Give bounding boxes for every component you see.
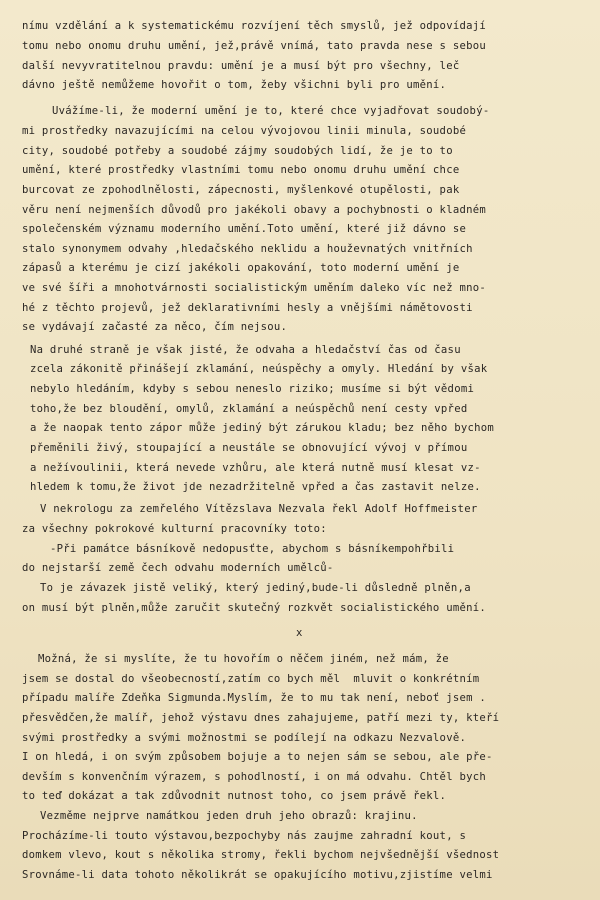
text-line-3: další nevyvratitelnou pravdu: umění je a musí být pro všechny, leč — [22, 60, 460, 72]
text-line-30: on musí být plněn,může zaručit skutečný rozkvět socialistického umění. — [22, 601, 486, 614]
text-line-7: city, soudobé potřeby a soudobé zájmy soudobých lidí, že je to to — [22, 144, 453, 157]
text-line-36: svými prostředky a svými možnostmi se podílejí na odkazu Nezvalově. — [22, 731, 467, 744]
text-line-9: burcovat ze zpohodlnělosti, zápecnosti, myšlenkové otupělosti, pak — [22, 183, 460, 196]
text-line-38: devším s konvenčním výrazem, s pohodlností, i on má odvahu. Chtěl bych — [22, 770, 486, 783]
text-line-10: věru není nejmenších důvodů pro jakékoli obavy a pochybnosti o kladném — [22, 203, 486, 216]
text-line-13: zápasů a kterému je cizí jakékoli opakování, toto moderní umění je — [22, 262, 460, 275]
text-line-29: To je závazek jistě veliký, který jediný,bude-li důsledně plněn,a — [40, 582, 471, 594]
text-line-6: mi prostředky navazujícími na celou vývojovou linii minula, soudobé — [22, 124, 467, 137]
text-line-40: Vezměme nejprve namátkou jeden druh jeho obrazů: krajinu. — [40, 810, 418, 823]
text-line-21: a že naopak tento zápor může jediný být zárukou kladu; bez něho bychom — [30, 422, 494, 435]
text-line-14: ve své šíři a mnohotvárnosti socialistickým uměním daleko víc než mno- — [22, 282, 486, 295]
text-line-1: nímu vzdělání a k systematickému rozvíjení těch smyslů, jež odpovídají — [22, 19, 486, 32]
text-line-18: zcela zákonitě přinášejí zklamání, neúspěchy a omyly. Hledání by však — [30, 363, 488, 376]
text-line-43: Srovnáme-li data tohoto několikrát se opakujícího motivu,zjistíme velmi — [22, 869, 493, 881]
text-line-16: se vydávají začasté za něco, čím nejsou. — [22, 321, 288, 334]
text-line-5: Uvážíme-li, že moderní umění je to, které chce vyjadřovat soudobý- — [52, 105, 490, 118]
text-line-22: přeměnili živý, stoupající a neustále se obnovující vývoj v přímou — [30, 441, 468, 454]
text-line-41: Procházíme-li touto výstavou,bezpochyby nás zaujme zahradní kout, s — [22, 829, 467, 842]
text-line-19: nebylo hledáním, kdyby s sebou neneslo riziko; musíme si být vědomi — [30, 382, 475, 395]
text-line-28: do nejstarší země čech odvahu moderních umělců- — [22, 562, 334, 575]
text-line-15: hé z těchto projevů, jež deklarativními hesly a vnějšími námětovosti — [22, 301, 473, 314]
text-line-34: případu malíře Zdeňka Sigmunda.Myslím, že to mu tak není, neboť jsem . — [22, 692, 486, 705]
text-line-37: I on hledá, i on svým způsobem bojuje a to nejen sám se sebou, ale pře- — [22, 751, 493, 764]
text-line-24: hledem k tomu,že život jde nezadržitelně vpřed a čas zastavit nelze. — [30, 481, 481, 494]
text-line-42: domkem vlevo, kout s několika stromy, řekli bychom nejvšednější všednost — [22, 849, 500, 862]
section-separator: x — [296, 627, 303, 640]
text-line-8: umění, které prostředky vlastními tomu nebo onomu druhu umění chce — [22, 164, 460, 177]
text-line-32: Možná, že si myslíte, že tu hovořím o něčem jiném, než mám, že — [38, 652, 449, 665]
text-line-23: a nežívoulinii, která nevede vzhůru, ale která nutně musí klesat vz- — [30, 461, 481, 474]
text-line-20: toho,že bez bloudění, omylů, zklamání a neúspěchů není cesty vpřed — [30, 402, 468, 415]
text-line-35: přesvědčen,že malíř, jehož výstavu dnes zahajujeme, patří mezi ty, kteří — [22, 711, 500, 724]
text-line-12: stalo synonymem odvahy ,hledačského neklidu a houževnatých vnitřních — [22, 242, 473, 255]
text-line-26: za všechny pokrokové kulturní pracovníky toto: — [22, 523, 327, 535]
text-line-33: jsem se dostal do všeobecností,zatím co bych měl mluvit o konkrétním — [22, 672, 480, 685]
text-line-17: Na druhé straně je však jisté, že odvaha a hledačství čas od času — [30, 343, 461, 356]
text-line-25: V nekrologu za zemřelého Vítězslava Nezvala řekl Adolf Hoffmeister — [40, 503, 478, 516]
text-line-39: to teď dokázat a tak zdůvodnit nutnost toho, co jsem právě řekl. — [22, 790, 447, 803]
text-line-2: tomu nebo onomu druhu umění, jež,právě vnímá, tato pravda nese s sebou — [22, 40, 486, 53]
text-line-4: dávno ještě nemůžeme hovořit o tom, žeby všichni byli pro umění. — [22, 78, 447, 91]
text-line-27: -Při památce básníkově nedopusťte, abychom s básníkempohřbili — [50, 542, 455, 555]
text-line-11: společenském významu moderního umění.Toto umění, které již dávno se — [22, 223, 467, 236]
